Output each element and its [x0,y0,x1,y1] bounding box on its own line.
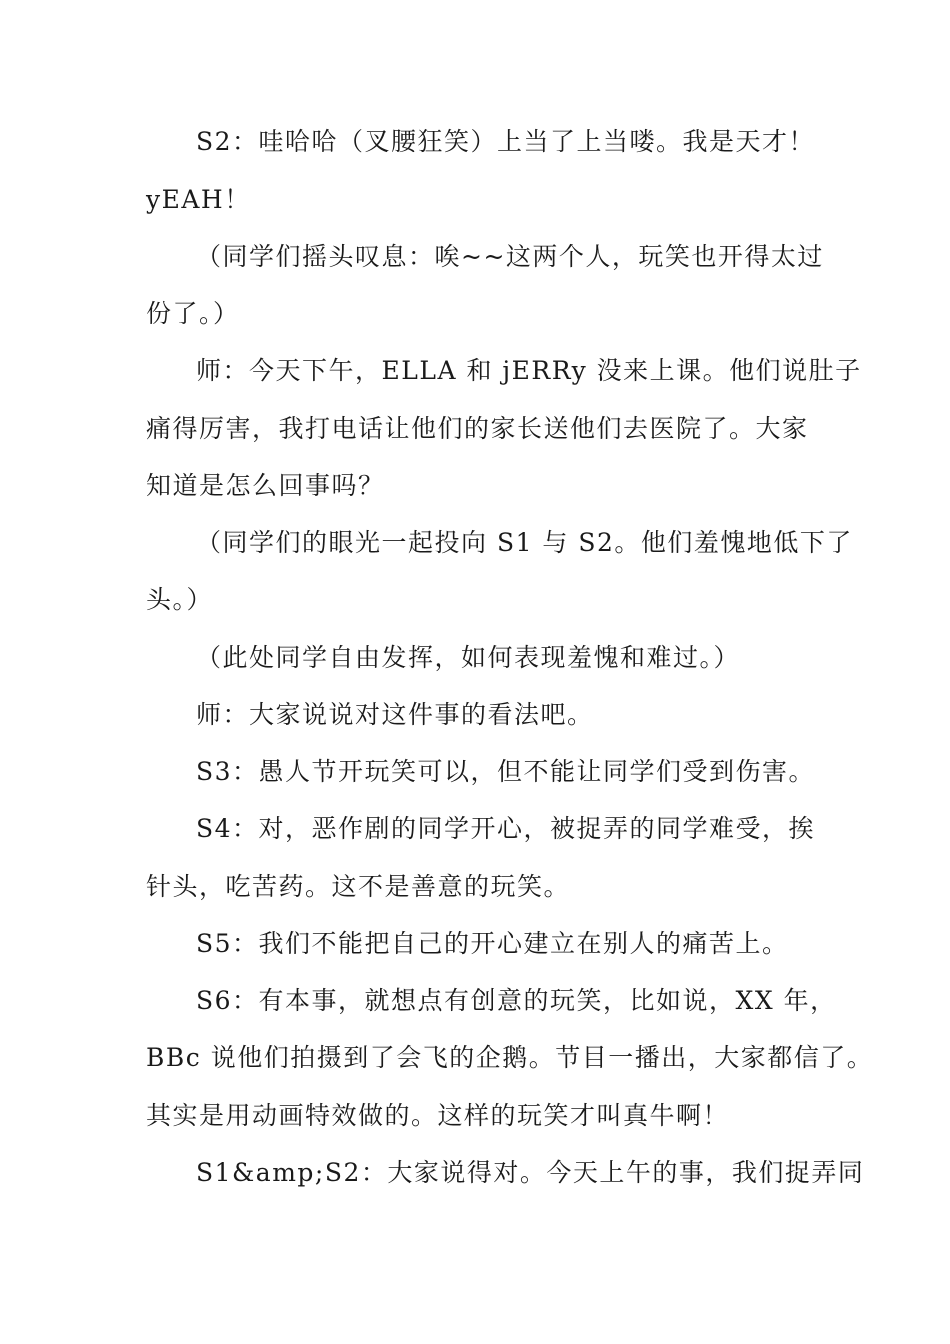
text-line: （同学们摇头叹息：唉~~这两个人，玩笑也开得太过 [196,242,824,271]
text-line: S2：哇哈哈（叉腰狂笑）上当了上当喽。我是天才！ [196,127,816,156]
text-line: S5：我们不能把自己的开心建立在别人的痛苦上。 [196,929,789,958]
text-line: S1&amp;S2：大家说得对。今天上午的事，我们捉弄同 [196,1158,865,1187]
text-line: 知道是怎么回事吗？ [146,471,385,500]
text-line: S3：愚人节开玩笑可以，但不能让同学们受到伤害。 [196,757,816,786]
text-line: yEAH！ [146,185,251,214]
text-line: 份了。） [146,299,240,328]
text-line: S4：对，恶作剧的同学开心，被捉弄的同学难受，挨 [196,814,816,843]
text-line: 痛得厉害，我打电话让他们的家长送他们去医院了。大家 [146,414,809,443]
text-line: 头。） [146,585,214,614]
text-line: 师：大家说说对这件事的看法吧。 [196,700,594,729]
text-line: 其实是用动画特效做的。这样的玩笑才叫真牛啊！ [146,1101,730,1130]
text-line: 针头，吃苦药。这不是善意的玩笑。 [146,872,571,901]
text-line: S6：有本事，就想点有创意的玩笑，比如说，XX 年， [196,986,837,1015]
text-line: 师：今天下午，ELLA 和 jERRy 没来上课。他们说肚子 [196,356,862,385]
text-line: （同学们的眼光一起投向 S1 与 S2。他们羞愧地低下了 [196,528,853,557]
text-line: （此处同学自由发挥，如何表现羞愧和难过。） [196,643,741,672]
text-line: BBc 说他们拍摄到了会飞的企鹅。节目一播出，大家都信了。 [146,1043,874,1072]
